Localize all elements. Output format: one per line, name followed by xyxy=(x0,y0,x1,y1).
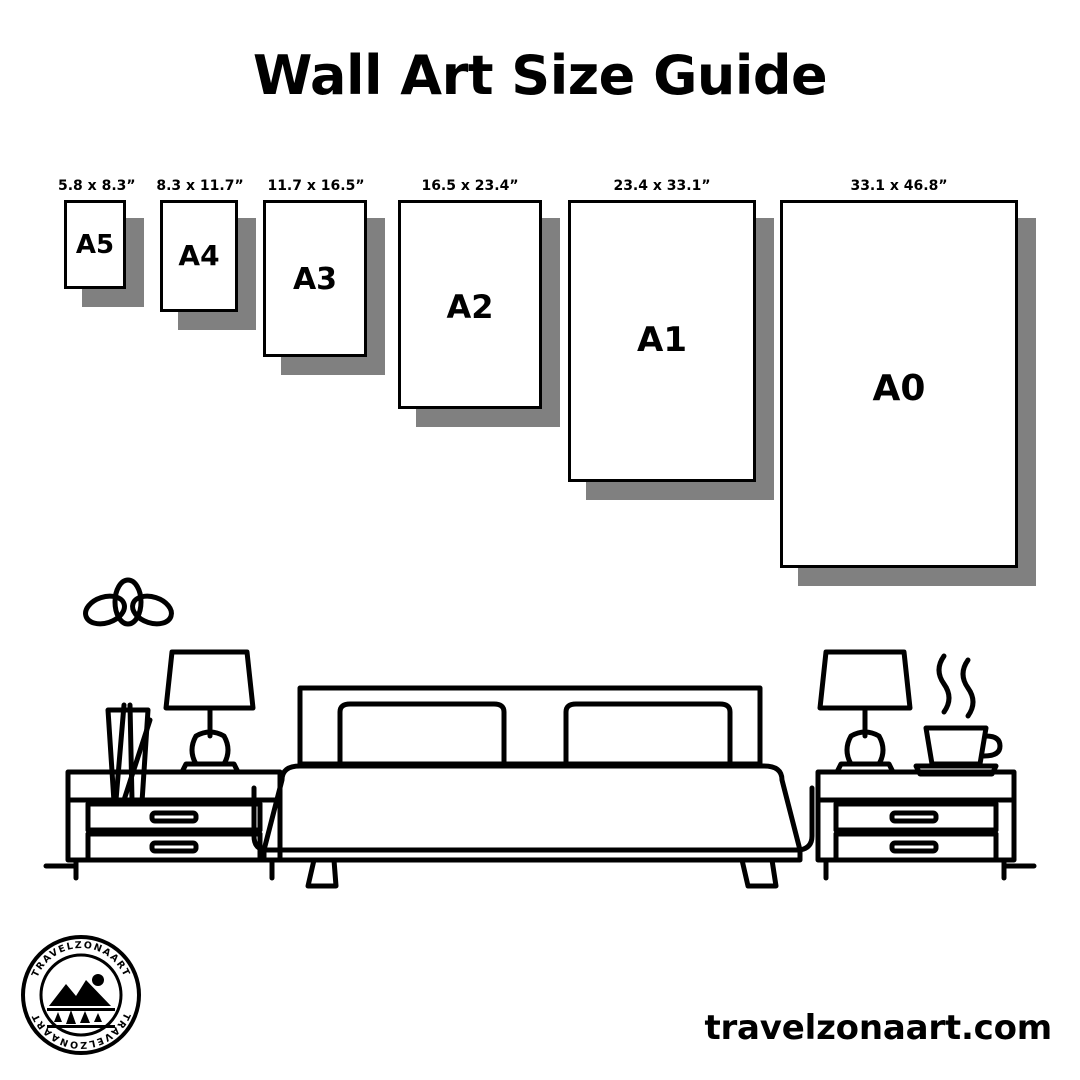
frame-dimension-a2: 16.5 x 23.4” xyxy=(421,178,519,194)
svg-text:TRAVELZONAART xyxy=(30,1011,132,1050)
frame-label-a0: A0 xyxy=(872,368,926,409)
nightstand-right xyxy=(818,772,1014,878)
brand-logo xyxy=(16,930,146,1060)
bedroom-illustration xyxy=(0,560,1080,920)
coffee-cup xyxy=(916,656,1000,774)
frame-label-a5: A5 xyxy=(75,230,115,260)
frame-dimension-a0: 33.1 x 46.8” xyxy=(850,178,948,194)
logo-mountain-moon-icon xyxy=(47,974,115,1028)
frame-label-a1: A1 xyxy=(637,320,687,360)
table-lamp-left xyxy=(166,652,253,772)
bed xyxy=(254,688,812,886)
table-lamp-right xyxy=(820,652,910,772)
plant-vase xyxy=(82,580,175,802)
svg-text:TRAVELZONAART xyxy=(30,940,132,979)
frame-dimension-a5: 5.8 x 8.3” xyxy=(58,178,136,194)
frame-label-a4: A4 xyxy=(178,239,220,272)
logo-bottom-text: TRAVELZONAART xyxy=(29,1010,133,1051)
frame-dimension-a1: 23.4 x 33.1” xyxy=(613,178,711,194)
website-url: travelzonaart.com xyxy=(704,1008,1052,1048)
frame-label-a2: A2 xyxy=(446,288,494,326)
page-title: Wall Art Size Guide xyxy=(252,44,828,107)
frame-dimension-a4: 8.3 x 11.7” xyxy=(156,178,244,194)
frame-label-a3: A3 xyxy=(292,262,338,297)
nightstand-left xyxy=(68,772,280,878)
frame-dimension-a3: 11.7 x 16.5” xyxy=(267,178,365,194)
logo-top-text: TRAVELZONAART xyxy=(29,939,133,980)
